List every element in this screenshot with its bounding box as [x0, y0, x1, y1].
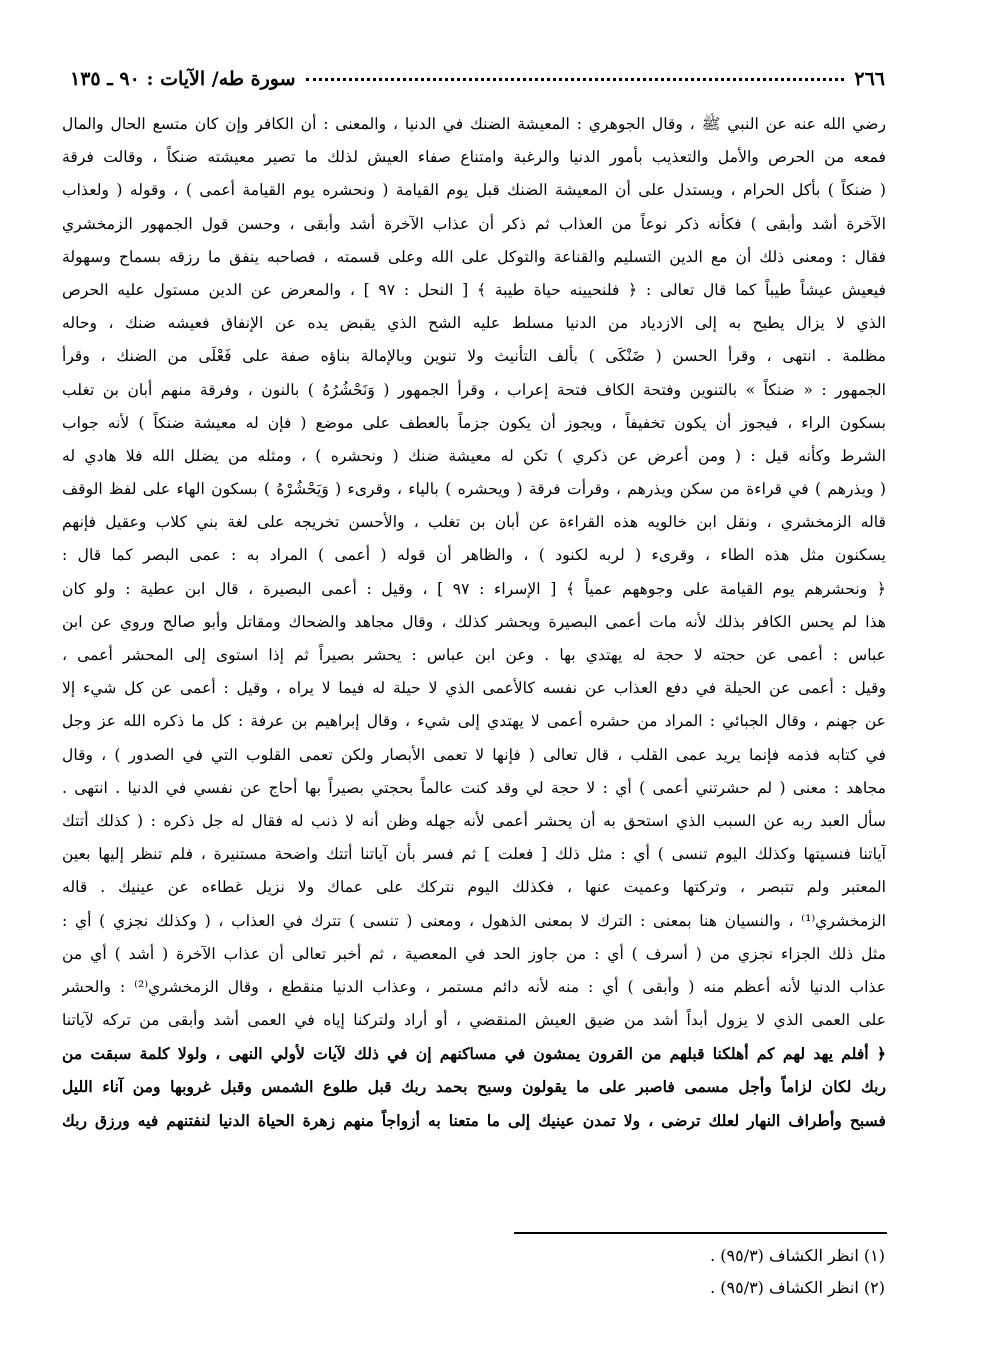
footnote-separator — [514, 1232, 887, 1234]
text-line: ( ويذرهم ) في قراءة من سكن ويذرهم ، وقرأت فرقة ( ويحشره ) بالياء ، وقرىء ( وَيَحْشُرْهُ ) بسكون الهاء على لفظ الوقف — [62, 480, 886, 499]
text-line: الجمهور : « ضنكاً » بالتنوين وفتحة الكاف فتحة إعراب ، وقرأ الجمهور ( وَنَحْشُرُهُ ) بالنون ، وفرقة منهم أبان بن تغلب — [62, 380, 886, 399]
text-line: سأل العبد ربه عن السبب الذي استحق به أن يحشر أعمى لأنه جهله وظن أنه لا ذنب له فقال له جل ذكره : ( كذلك أتتك — [62, 811, 886, 830]
text-line: ﴿ ونحشرهم يوم القيامة على وجوههم عمياً ﴾ [ الإسراء : ٩٧ ] ، وقيل : أعمى البصيرة ، قال ابن عطية : ولو كان — [62, 579, 886, 598]
text-line: الشرط وكأنه قيل : ( ومن أعرض عن ذكري ) تكن له معيشة ضنك ( ونحشره ) ، ومثله من يضلل الله فلا هادي له — [62, 446, 886, 465]
text-line: الآخرة أشد وأبقى ) فكأنه ذكر نوعاً من العذاب ثم ذكر أن عذاب الآخرة أشد وأبقى ، وحسن قول الجمهور الزمخشري — [62, 214, 886, 233]
text-line: رضي الله عنه عن النبي ﷺ ، وقال الجوهري : المعيشة الضنك في الدنيا ، والمعنى : أن الكافر وإن كان متسع الحال والمال — [62, 115, 886, 133]
text-line: فمعه من الحرص والأمل والتعذيب بأمور الدنيا والرغبة وامتناع صفاء العيش لذلك ما تصير معيشته ضنكاً ، وقالت فرقة — [62, 148, 886, 167]
text-line: مثل ذلك الجزاء نجزي من ( أسرف ) أي : من جاوز الحد في المعصية ، ثم أخبر تعالى أن عذاب الآخرة ( أشد ) أي من — [62, 944, 886, 963]
text-line: على العمى الذي لا يزول أبداً أشد من ضيق العيش المنقضي ، أو أراد ولتركنا إياه في العمى أشد وأبقى من تركه لآياتنا — [62, 1011, 886, 1030]
text-line: عذاب الدنيا لأنه أعظم منه ( وأبقى ) أي : منه لأنه دائم مستمر ، وعذاب الدنيا منقطع ، وقال الزمخشري⁽²⁾ : والحشر — [62, 977, 886, 996]
text-line: يسكنون مثل هذه الطاء ، وقرىء ( لربه لكنود ) ، والظاهر أن قوله ( أعمى ) المراد به : عمى البصر كما قال : — [62, 546, 886, 565]
page-number: ٢٦٦ — [854, 68, 885, 90]
text-line: هذا لم يحس الكافر بذلك لأنه مات أعمى البصيرة ويحشر كذلك ، وقال مجاهد والضحاك ومقاتل وأبو صالح وروي عن ابن — [62, 612, 886, 631]
text-line: مجاهد : معنى ( لم حشرتني أعمى ) أي : لا حجة لي وقد كنت عالماً بحجتي بصيراً بها أحاج عن نفسي في الدنيا . انتهى . — [62, 778, 886, 797]
body-text — [62, 108, 886, 1137]
footnotes — [485, 1240, 885, 1304]
text-line: مظلمة . انتهى ، وقرأ الحسن ( ضَنْكَى ) بألف التأنيث ولا تنوين وبالإمالة بناؤه صفة على فَعْلَى من الضنك ، وقرأ — [62, 347, 886, 366]
text-line: فسبح وأطراف النهار لعلك ترضى ، ولا تمدن عينيك إلى ما متعنا به أزواجاً منهم زهرة الحياة الدنيا لنفتنهم فيه ورزق ربك — [62, 1110, 886, 1130]
text-line: بسكون الراء ، فيجوز أن يكون تخفيفاً ، ويجوز أن يكون جزماً بالعطف على موضع ( فإن له معيشة ضنكاً ) لأنه جواب — [62, 413, 886, 432]
footnote-1: (١) انظر الكشاف (٩٥/٣) . — [710, 1246, 885, 1265]
text-line: فيعيش عيشاً طيباً كما قال تعالى : ﴿ فلنحيينه حياة طيبة ﴾ [ النحل : ٩٧ ] ، والمعرض عن الدين مستول عليه الحرص — [62, 280, 886, 299]
running-title: سورة طه/ الآيات : ٩٠ ـ ١٣٥ — [70, 68, 296, 90]
text-line: عن جهنم ، وقال الجبائي : المراد من حشره أعمى لا يهتدي إلى شيء ، وقال إبراهيم بن عرفة : كل ما ذكره الله عز وجل — [62, 712, 886, 731]
footnote-2: (٢) انظر الكشاف (٩٥/٣) . — [710, 1278, 885, 1297]
text-line: ( ضنكاً ) بأكل الحرام ، ويستدل على أن المعيشة الضنك قبل يوم القيامة ( ونحشره يوم القيامة أعمى ) ، وقوله ( ولعذاب — [62, 181, 886, 200]
text-line: عباس : أعمى عن حجته لا حجة له يهتدي بها . وعن ابن عباس : يحشر بصيراً ثم إذا استوى إلى المحشر أعمى ، — [62, 646, 886, 664]
text-line: وقيل : أعمى عن الحيلة في دفع العذاب عن نفسه كالأعمى الذي لا حيلة له فيما لا يراه ، وقيل : أعمى عن كل شيء إلا — [62, 679, 886, 698]
text-line: الزمخشري⁽¹⁾ ، والنسيان هنا بمعنى : الترك لا بمعنى الذهول ، ومعنى ( تنسى ) تترك في العذاب ، ( وكذلك نجزي ) أي : — [62, 911, 886, 930]
page-header — [70, 62, 885, 96]
text-line: المعتبر ولم تتبصر ، وتركتها وعميت عنها ، فكذلك اليوم نتركك على عماك ولا نزيل غطاءه عن عينيك . قاله — [62, 878, 886, 897]
header-dotted-leader — [306, 78, 845, 81]
text-line: قاله الزمخشري ، ونقل ابن خالويه هذه القراءة عن أبان بن تغلب ، والأحسن تخريجه على لغة بني كلاب وعقيل فإنهم — [62, 513, 886, 532]
text-line: الذي لا يزال يطيح به إلى الازدياد من الدنيا مسلط عليه الشح الذي يقبض يده عن الإنفاق فعيشه ضنك ، وحاله — [62, 314, 886, 333]
text-line: في كتابه فذمه فإنما يريد عمى القلب ، قال تعالى ( فإنها لا تعمى الأبصار ولكن تعمى القلوب التي في الصدور ) ، وقال — [62, 745, 886, 764]
text-line: فقال : ومعنى ذلك أن مع الدين التسليم والقناعة والتوكل على الله وعلى قسمته ، فصاحبه ينفق ما رزقه بسماح وسهولة — [62, 247, 886, 266]
text-line: ﴿ أفلم يهد لهم كم أهلكنا قبلهم من القرون يمشون في مساكنهم إن في ذلك لآيات لأولي النهى ، ولولا كلمة سبقت من — [62, 1044, 886, 1064]
text-line: ربك لكان لزاماً وأجل مسمى فاصبر على ما يقولون وسبح بحمد ربك قبل طلوع الشمس وقبل غروبها ومن آناء الليل — [62, 1077, 886, 1097]
text-line: آياتنا فنسيتها وكذلك اليوم تنسى ) أي : مثل ذلك [ فعلت ] ثم فسر بأن آياتنا أتتك واضحة مستنيرة ، فلم تنظر إليها بعين — [62, 845, 886, 864]
